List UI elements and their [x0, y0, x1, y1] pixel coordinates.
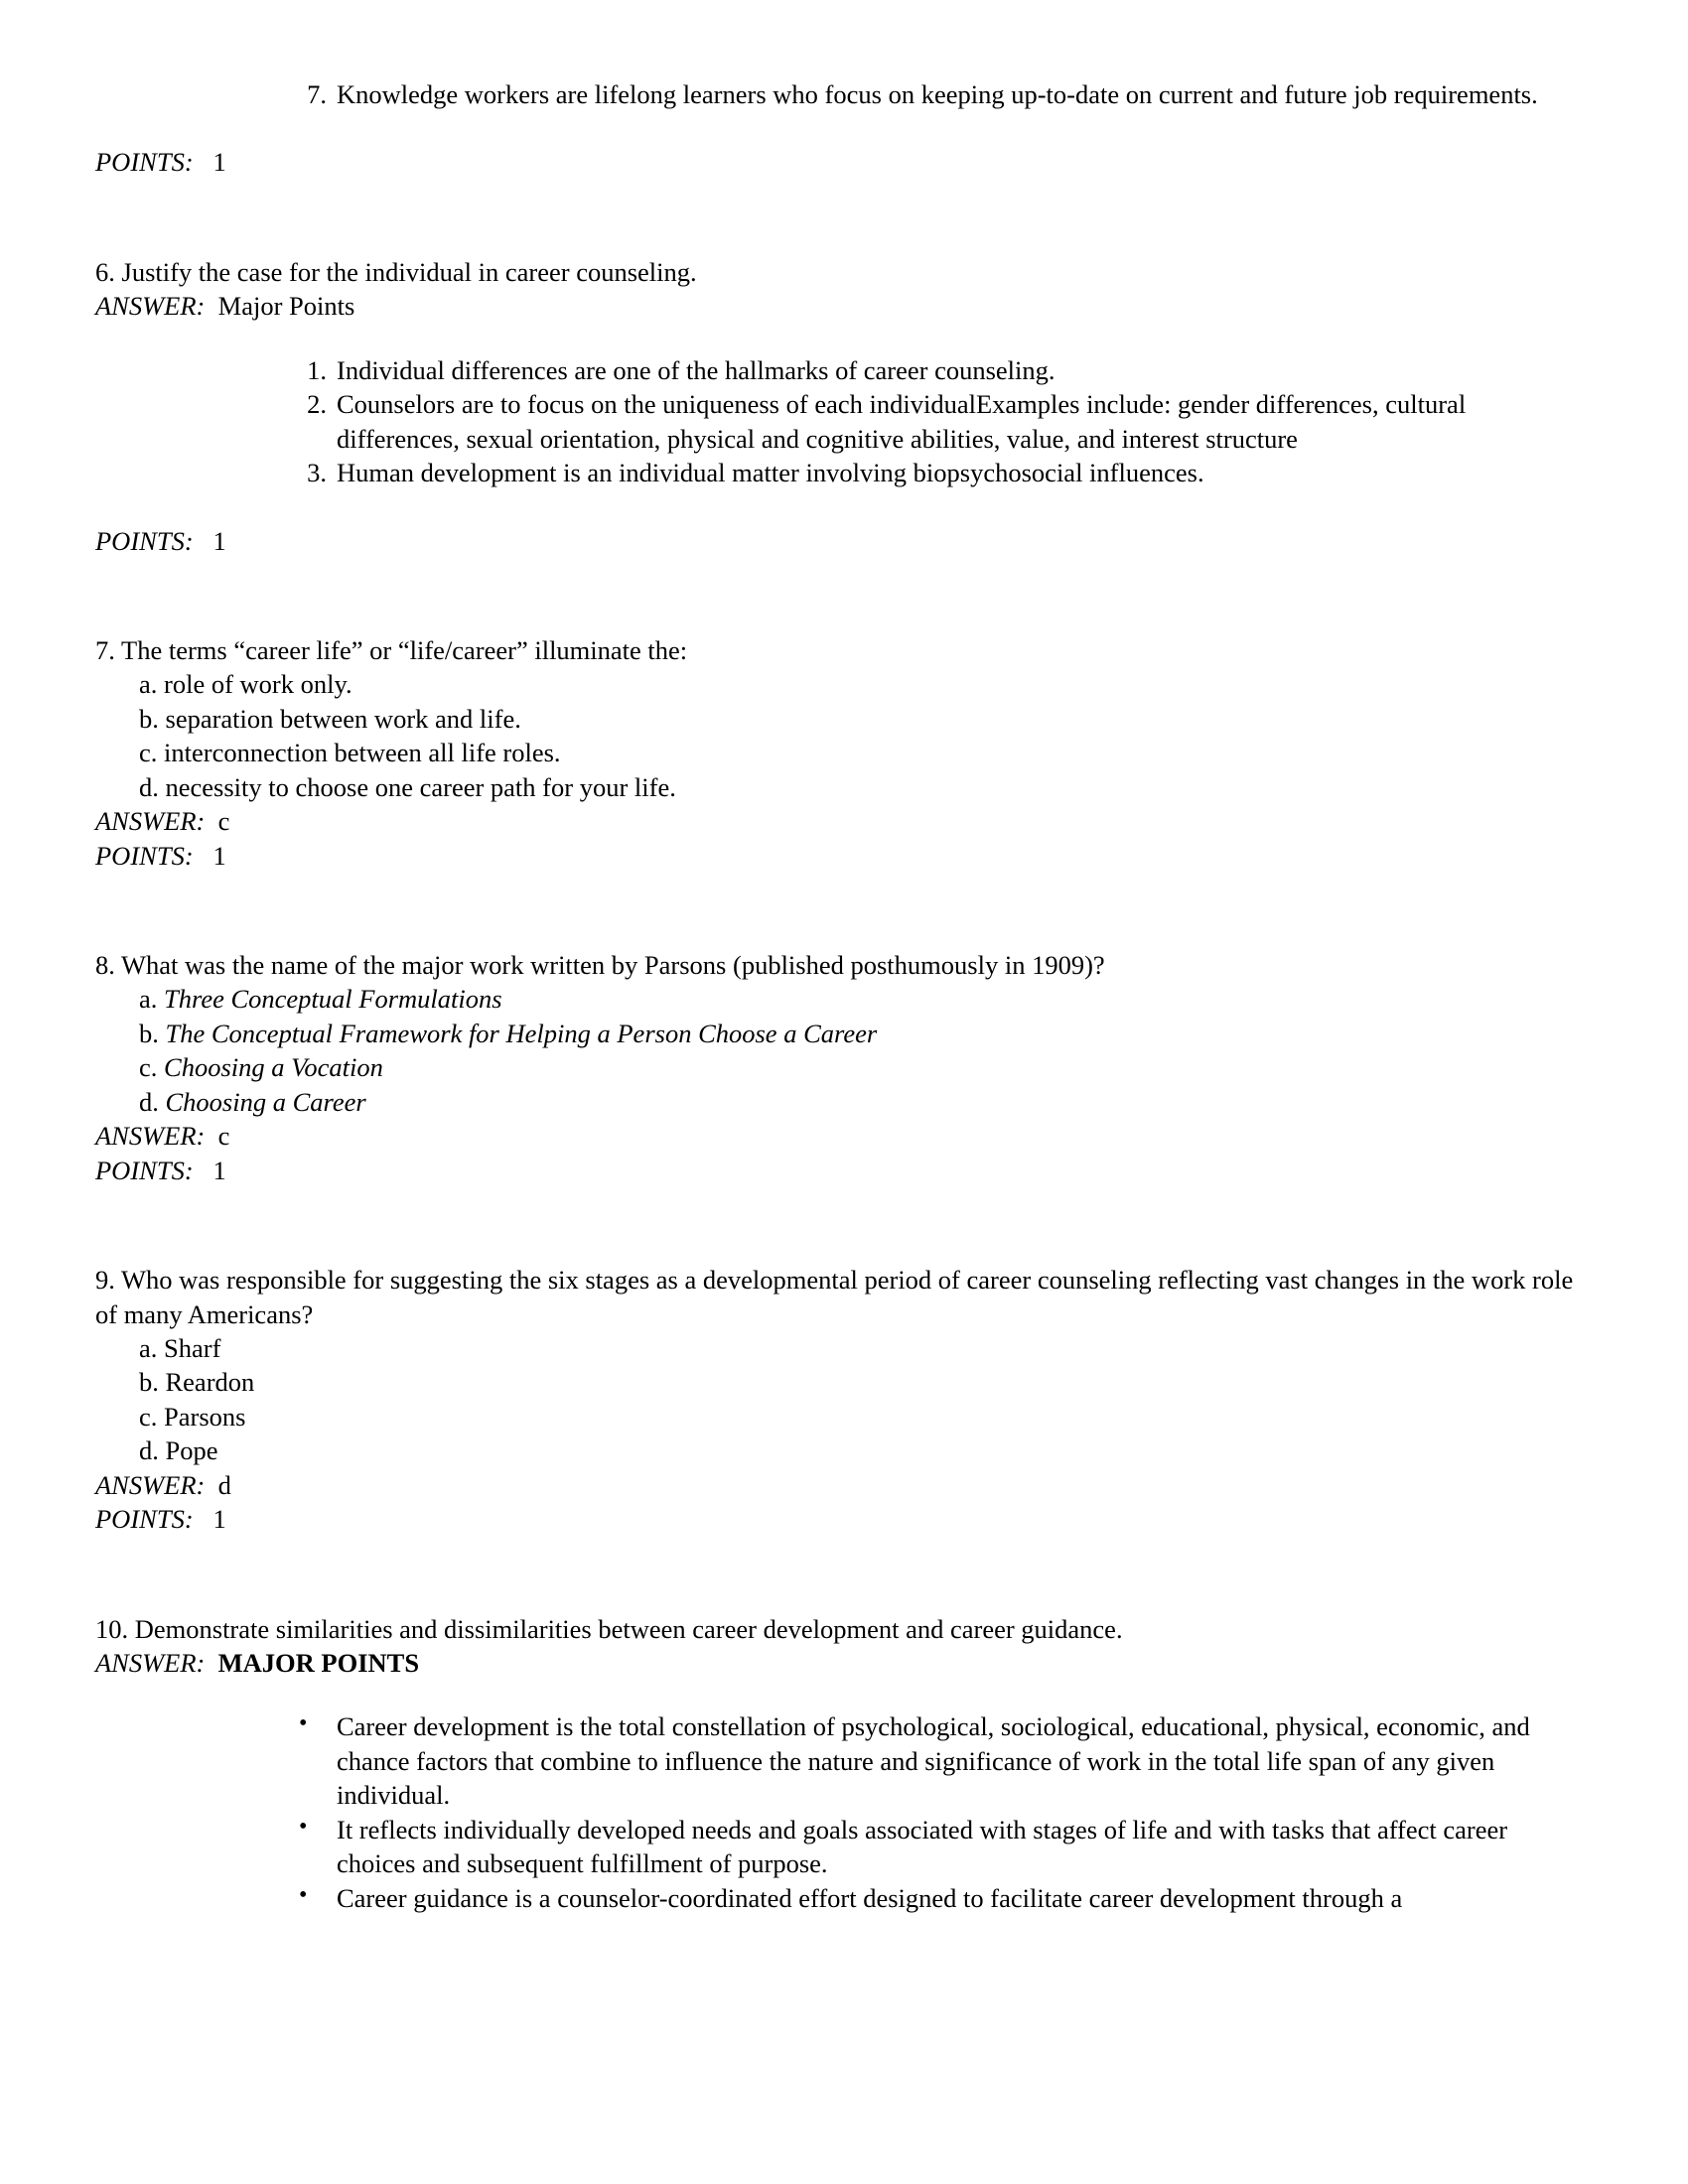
answer-option-a[interactable] [95, 1331, 1581, 1365]
points-value: 1 [212, 525, 226, 556]
answer-row [95, 1646, 1581, 1680]
answer-option-c[interactable] [95, 1400, 1581, 1433]
answer-option-a[interactable] [95, 667, 1581, 701]
question-stem: 9. Who was responsible for suggesting the six stages as a developmental period of career counseling reflecting vast changes in the work role of many Americans? [95, 1265, 1574, 1329]
list-marker: 3. [307, 458, 327, 488]
points-label: POINTS: [95, 1155, 194, 1185]
answer-label: ANSWER: [95, 1469, 206, 1500]
answer-label: ANSWER: [95, 1648, 206, 1678]
list-item-text: Human development is an individual matter involving biopsychosocial influences. [337, 458, 1204, 488]
answer-option-b[interactable] [95, 1017, 1581, 1050]
answer-row [95, 1468, 1581, 1502]
option-text: Parsons [164, 1401, 246, 1432]
question-10 [95, 1612, 1581, 1916]
list-item [289, 77, 1581, 111]
answer-value: Major Points [217, 291, 355, 322]
points-row-carryover [95, 145, 1581, 179]
points-row [95, 524, 1581, 558]
bullet-icon: • [299, 1813, 308, 1840]
question-7 [95, 633, 1581, 873]
option-text: necessity to choose one career path for your life. [165, 771, 676, 802]
question-stem: 8. What was the name of the major work written by Parsons (published posthumously in 1909)? [95, 950, 1105, 980]
list-marker: 7. [307, 79, 327, 109]
answer-option-b[interactable] [95, 1365, 1581, 1399]
list-marker: 1. [307, 354, 327, 385]
option-label: a. [139, 669, 158, 700]
bullet-icon: • [299, 1881, 308, 1908]
list-item [289, 353, 1581, 387]
list-item-text: Individual differences are one of the hallmarks of career counseling. [337, 354, 1055, 385]
points-row [95, 1502, 1581, 1536]
answer-label: ANSWER: [95, 806, 206, 837]
option-label: d. [139, 1086, 159, 1117]
list-item-text: Career development is the total constellation of psychological, sociological, educational, physical, economic, and chance factors that combine to influence the nature and significance of work in the total life span of any given individual. [337, 1711, 1530, 1811]
option-label: d. [139, 771, 159, 802]
option-text: Three Conceptual Formulations [164, 984, 502, 1015]
option-label: c. [139, 1401, 158, 1432]
answer-value: MAJOR POINTS [217, 1648, 420, 1678]
option-label: c. [139, 738, 158, 768]
answer-option-c[interactable] [95, 1050, 1581, 1084]
answer-label: ANSWER: [95, 291, 206, 322]
option-text: interconnection between all life roles. [164, 738, 561, 768]
option-label: a. [139, 1332, 158, 1363]
option-text: Sharf [164, 1332, 221, 1363]
list-item-text: Counselors are to focus on the uniqueness of each individualExamples include: gender differences, cultural differences, sexual orientation, physical and cognitive abilities, value, and interest structure [337, 389, 1467, 454]
answer-option-d[interactable] [95, 770, 1581, 804]
points-row [95, 839, 1581, 873]
question-9 [95, 1263, 1581, 1537]
option-text: role of work only. [164, 669, 352, 700]
list-item [289, 387, 1581, 456]
option-label: c. [139, 1052, 158, 1083]
question-6 [95, 255, 1581, 558]
option-label: d. [139, 1435, 159, 1466]
points-label: POINTS: [95, 840, 194, 871]
question-stem: 7. The terms “career life” or “life/career” illuminate the: [95, 634, 688, 665]
list-item [289, 1881, 1581, 1915]
option-text: separation between work and life. [165, 703, 521, 734]
points-value: 1 [212, 840, 226, 871]
option-text: Pope [165, 1435, 218, 1466]
question-8 [95, 948, 1581, 1187]
question-stem: 10. Demonstrate similarities and dissimilarities between career development and career guidance. [95, 1613, 1123, 1644]
answer-bullet-list [95, 1709, 1581, 1915]
answer-option-b[interactable] [95, 702, 1581, 736]
points-label: POINTS: [95, 525, 194, 556]
carryover-numbered-list [95, 77, 1581, 111]
answer-numbered-list [95, 353, 1581, 490]
list-item-text: It reflects individually developed needs and goals associated with stages of life and with tasks that affect career choices and subsequent fulfillment of purpose. [337, 1814, 1508, 1879]
points-value: 1 [212, 1155, 226, 1185]
points-row [95, 1154, 1581, 1187]
list-item [289, 1813, 1581, 1881]
points-label: POINTS: [95, 1504, 194, 1535]
list-item [289, 456, 1581, 489]
list-marker: 2. [307, 389, 327, 420]
option-label: a. [139, 984, 158, 1015]
answer-option-a[interactable] [95, 982, 1581, 1016]
answer-row [95, 1119, 1581, 1153]
answer-value: d [217, 1469, 231, 1500]
answer-label: ANSWER: [95, 1121, 206, 1152]
points-label: POINTS: [95, 147, 194, 178]
option-text: Reardon [165, 1367, 255, 1398]
option-label: b. [139, 1018, 159, 1048]
option-text: Choosing a Career [165, 1086, 366, 1117]
answer-row [95, 289, 1581, 323]
option-label: b. [139, 1367, 159, 1398]
answer-option-d[interactable] [95, 1433, 1581, 1467]
points-value: 1 [212, 1504, 226, 1535]
option-text: The Conceptual Framework for Helping a Person Choose a Career [165, 1018, 878, 1048]
option-label: b. [139, 703, 159, 734]
document-body [95, 77, 1581, 1915]
list-item [289, 1709, 1581, 1812]
list-item-text: Career guidance is a counselor-coordinated effort designed to facilitate career development through a [337, 1882, 1403, 1913]
question-stem: 6. Justify the case for the individual in career counseling. [95, 256, 697, 287]
answer-option-c[interactable] [95, 736, 1581, 769]
bullet-icon: • [299, 1710, 308, 1737]
answer-value: c [217, 1121, 230, 1152]
list-item-text: Knowledge workers are lifelong learners who focus on keeping up-to-date on current and future job requirements. [337, 79, 1538, 109]
points-value: 1 [212, 147, 226, 178]
answer-value: c [217, 806, 230, 837]
answer-row [95, 804, 1581, 838]
answer-option-d[interactable] [95, 1085, 1581, 1119]
option-text: Choosing a Vocation [164, 1052, 383, 1083]
